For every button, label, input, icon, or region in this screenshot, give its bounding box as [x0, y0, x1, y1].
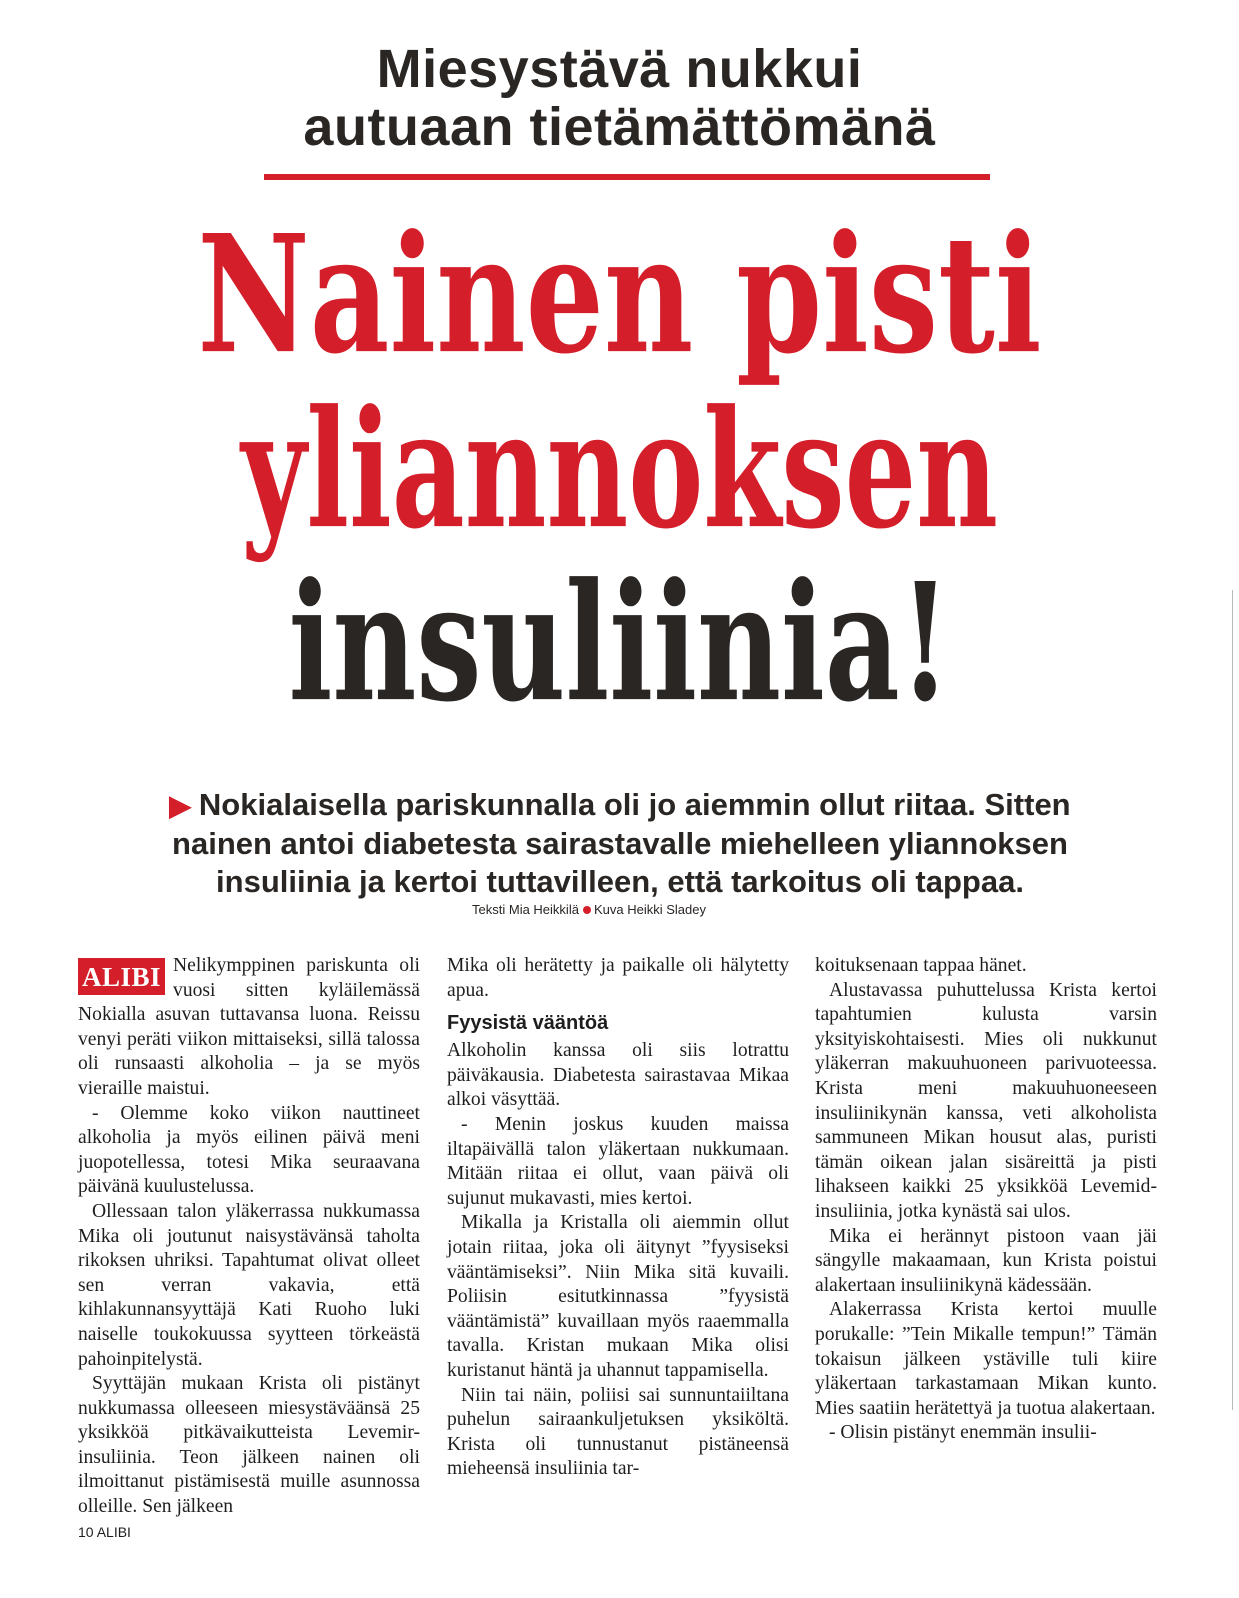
body-paragraph: Alakerrassa Krista kertoi muulle porukalle: ”Tein Mikalle tempun!” Tämän tokaisun jälkeen ystäville tuli kiire yläkertaan tarkastamaan Mikan kunto. Mies saatiin herätettyä ja tuotua alakertaan.	[815, 1299, 1157, 1419]
bullet-dot-icon	[583, 906, 591, 914]
kicker-line-2: autuaan tietämättömänä	[303, 97, 936, 157]
byline	[472, 902, 706, 917]
headline-line-2: yliannoksen	[240, 374, 999, 566]
lead-paragraph	[90, 786, 1150, 901]
play-arrow-icon: ▶	[169, 790, 191, 821]
kicker-rule	[264, 174, 990, 180]
byline-text-label: Teksti	[472, 902, 506, 917]
kicker-line-1: Miesystävä nukkui	[376, 39, 863, 99]
body-paragraph: Syyttäjän mukaan Krista oli pistänyt nukkumassa olleeseen miesystäväänsä 25 yksikköä pitkävaikutteista Levemir-insuliinia. Teon jälkeen nainen oli ilmoittanut pistämisestä muille asunnossa olleille. Sen jälkeen	[78, 1373, 420, 1518]
headline-line-3: insuliinia!	[288, 547, 951, 739]
body-paragraph: Mika ei herännyt pistoon vaan jäi sängylle makaamaan, kun Krista poistui alakertaan insuliinikynä kädessään.	[815, 1225, 1157, 1296]
body-paragraph: Mikalla ja Kristalla oli aiemmin ollut jotain riitaa, joka oli äitynyt ”fyysiseksi vääntämiseksi”. Niin Mika sitä kuvaili. Poliisin esitutkinnassa ”fyysistä vääntämistä” kuvaillaan myös raaemmalla tavalla. Kristan mukaan Mika olisi kuristanut häntä ja uhannut tappamisella.	[447, 1212, 789, 1381]
body-paragraph: Mika oli herätetty ja paikalle oli hälytetty apua.	[447, 955, 789, 1001]
lead-line-1: Nokialaisella pariskunnalla oli jo aiemmin ollut riitaa. Sitten	[198, 787, 1071, 822]
body-paragraph: koituksenaan tappaa hänet.	[815, 955, 1027, 976]
headline-line-1: Nainen pisti	[197, 199, 1042, 391]
lead-line-2: nainen antoi diabetesta sairastavalle miehelleen yliannoksen	[172, 826, 1068, 861]
body-text: Nelikymppinen pariskunta oli vuosi sitten kyläilemässä Nokialla asuvan tuttavansa luona. Reissu venyi peräti viikon mittaiseksi, sillä talossa oli runsaasti alkoholia – ja se myös vieraille maistui.	[78, 955, 420, 1099]
body-paragraph: Alkoholin kanssa oli siis lotrattu päiväkausia. Diabetesta sairastavaa Mikaa alkoi väsyttää.	[447, 1040, 789, 1111]
body-paragraph: - Menin joskus kuuden maissa iltapäivällä talon yläkertaan nukkumaan. Mitään riitaa ei ollut, vaan päivä oli sujunut mukavasti, mies kertoi.	[447, 1113, 789, 1209]
lead-line-3: insuliinia ja kertoi tuttavilleen, että tarkoitus oli tappaa.	[216, 864, 1024, 899]
page-edge-rule	[1232, 590, 1233, 1410]
byline-photo-label: Kuva	[593, 902, 624, 917]
body-paragraph: Ollessaan talon yläkerrassa nukkumassa Mika oli joutunut naisystävänsä taholta rikoksen uhriksi. Tapahtumat olivat olleet sen verran vakavia, että kihlakunnansyyttäjä Kati Ruoho luki naiselle toukokuussa syytteen törkeästä pahoinpitelystä.	[78, 1200, 420, 1370]
page-folio: 10 ALIBI	[78, 1524, 131, 1540]
body-column-3	[815, 954, 1157, 1446]
alibi-badge: ALIBI	[78, 958, 165, 995]
body-paragraph	[78, 954, 420, 1102]
body-column-2	[447, 954, 789, 1482]
byline-text-author: Mia Heikkilä	[508, 902, 579, 917]
body-paragraph: Alustavassa puhuttelussa Krista kertoi tapahtumien kulusta varsin yksityiskohtaisesti. Mies oli nukkunut yläkerran makuuhuoneen parivuoteessa. Krista meni makuuhuoneeseen insuliinikynän kanssa, veti alkoholista sammuneen Mikan housut alas, puristi tämän oikean jalan sisäreittä ja pisti lihakseen kaikki 25 yksikköä Levemid-insuliinia, jotka kynästä sai ulos.	[815, 979, 1157, 1222]
byline-photo-author: Heikki Sladey	[627, 902, 706, 917]
section-subhead: Fyysistä vääntöä	[447, 1012, 609, 1035]
body-paragraph: - Olemme koko viikon nauttineet alkoholia ja myös eilinen päivä meni juopotellessa, totesi Mika seuraavana päivänä kuulustelussa.	[78, 1102, 420, 1198]
kicker	[0, 40, 1239, 156]
body-paragraph: Niin tai näin, poliisi sai sunnuntaiiltana puhelun sairaankuljetuksen yksiköltä. Krista oli tunnustanut pistäneensä mieheensä insuliinia tar-	[447, 1384, 789, 1480]
body-paragraph: - Olisin pistänyt enemmän insulii-	[829, 1422, 1097, 1444]
body-column-1	[78, 954, 420, 1520]
